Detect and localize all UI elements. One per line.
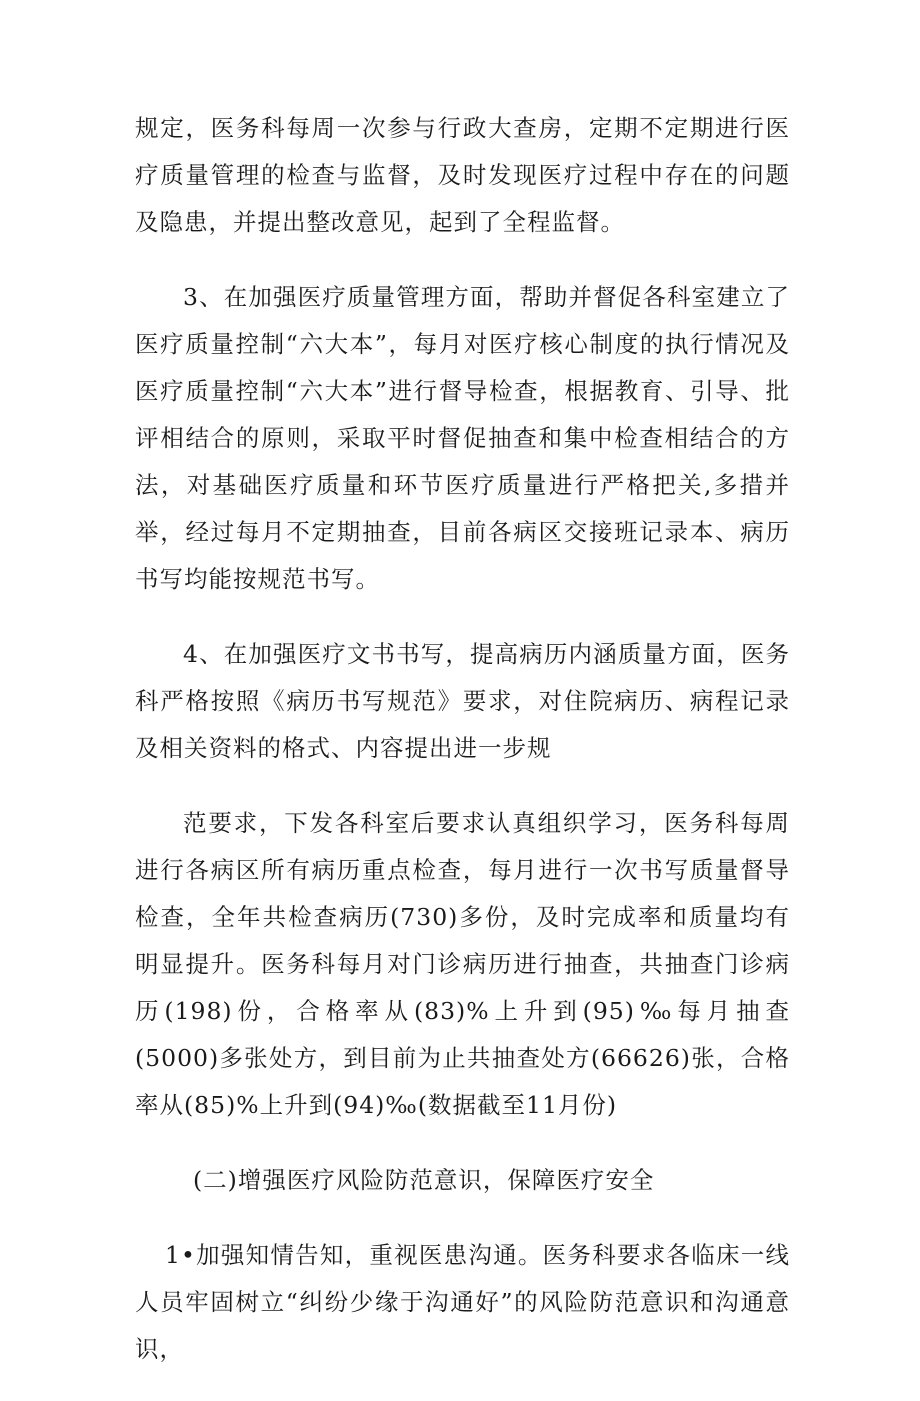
section-heading: (二)增强医疗风险防范意识，保障医疗安全 — [193, 1166, 655, 1194]
paragraph-item-3: 3、在加强医疗质量管理方面，帮助并督促各科室建立了医疗质量控制“六大本”，每月对医疗核心制度的执行情况及医疗质量控制“六大本”进行督导检查，根据教育、引导、批评相结合的原则，采取平时督促抽查和集中检查相结合的方法，对基础医疗质量和环节医疗质量进行严格把关,多措并举，经过每月不定期抽查，目前各病区交接班记录本、病历书写均能按规范书写。 — [135, 283, 790, 593]
paragraph-continuation: 规定，医务科每周一次参与行政大查房，定期不定期进行医疗质量管理的检查与监督，及时发现医疗过程中存在的问题及隐患，并提出整改意见，起到了全程监督。 — [135, 114, 790, 236]
paragraph-item-4-continued: 范要求，下发各科室后要求认真组织学习，医务科每周进行各病区所有病历重点检查，每月进行一次书写质量督导检查，全年共检查病历(730)多份，及时完成率和质量均有明显提升。医务科每月对门诊病历进行抽查，共抽查门诊病历(198)份，合格率从(83)%上升到(95)‰每月抽查(5000)多张处方，到目前为止共抽查处方(66626)张，合格率从(85)%上升到(94)‰(数据截至11月份) — [135, 809, 790, 1119]
document-body — [135, 105, 790, 1401]
paragraph-item-1: 1•加强知情告知，重视医患沟通。医务科要求各临床一线人员牢固树立“纠纷少缘于沟通好”的风险防范意识和沟通意识， — [135, 1241, 790, 1363]
paragraph-item-4: 4、在加强医疗文书书写，提高病历内涵质量方面，医务科严格按照《病历书写规范》要求，对住院病历、病程记录及相关资料的格式、内容提出进一步规 — [135, 640, 790, 762]
